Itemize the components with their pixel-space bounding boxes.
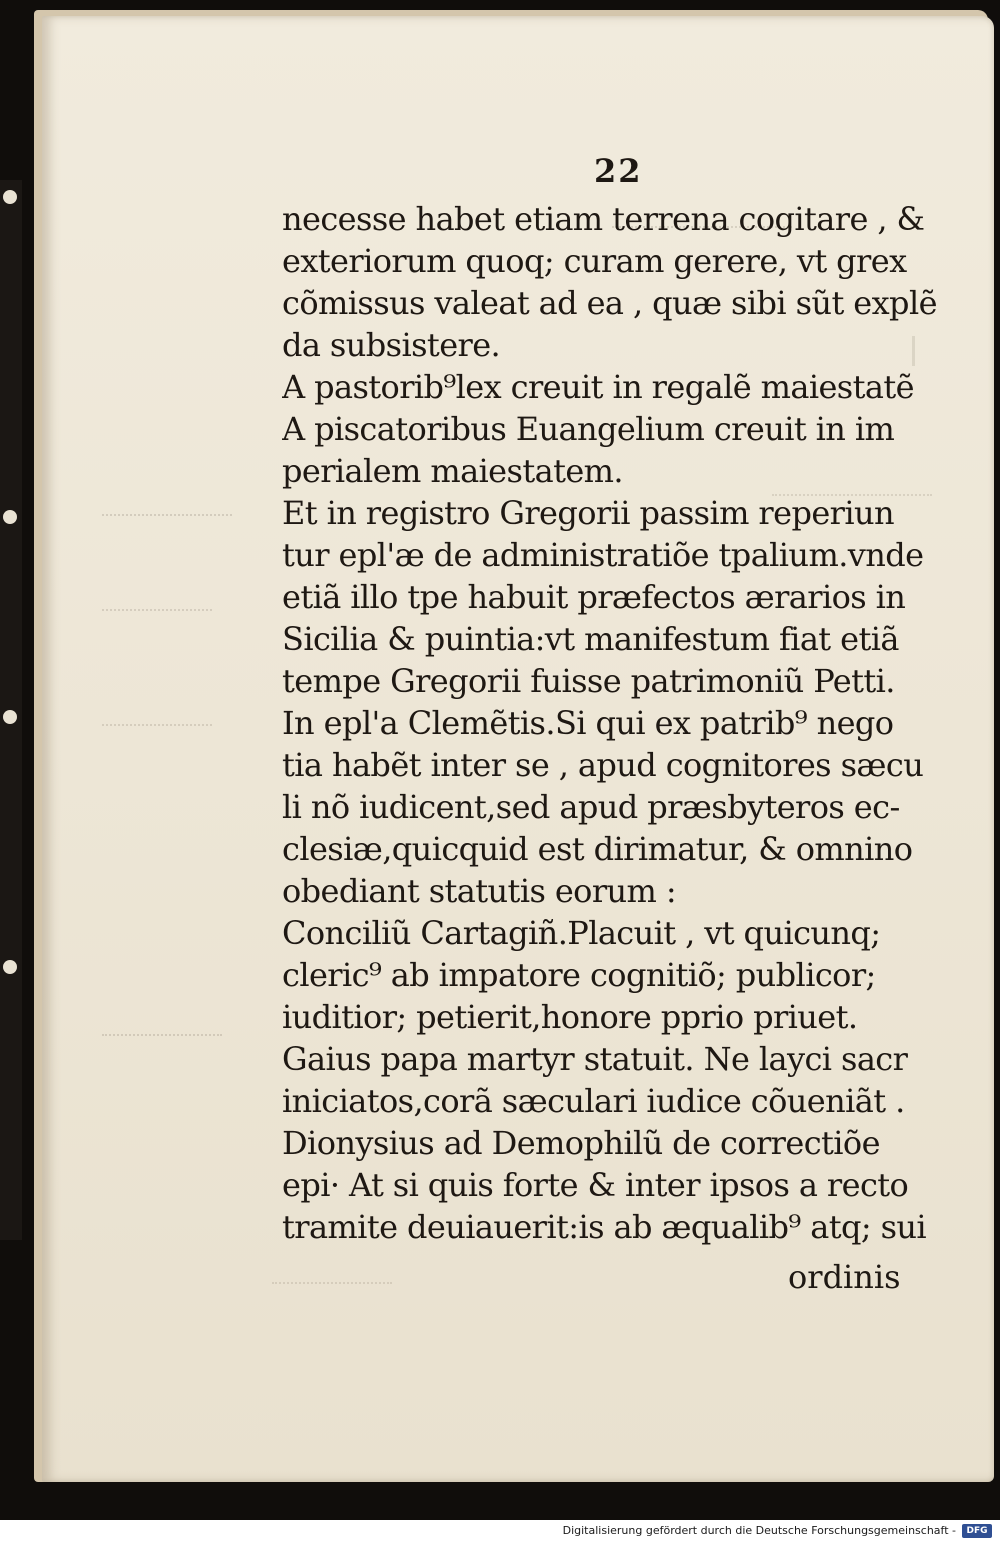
text-line: Conciliũ Cartagiñ.Placuit , vt quicunq; bbox=[282, 914, 881, 952]
text-line: da subsistere. bbox=[282, 326, 501, 364]
text-line: Et in registro Gregorii passim reperiun bbox=[282, 494, 895, 532]
dfg-logo: DFG bbox=[962, 1524, 992, 1538]
show-through bbox=[102, 496, 232, 516]
text-line: obediant statutis eorum : bbox=[282, 872, 677, 910]
catchword: ordinis bbox=[788, 1258, 901, 1296]
text-line: clesiæ,quicquid est dirimatur, & omnino bbox=[282, 830, 913, 868]
text-line: epi· At si quis forte & inter ipsos a recto bbox=[282, 1166, 909, 1204]
text-line: cõmissus valeat ad ea , quæ sibi sũt explẽ bbox=[282, 284, 937, 322]
binding-edge bbox=[0, 180, 22, 1240]
page-number: 22 bbox=[594, 152, 643, 190]
text-line: iniciatos,corã sæculari iudice cõueniãt . bbox=[282, 1082, 905, 1120]
binding-hole bbox=[3, 510, 17, 524]
text-line: Dionysius ad Demophilũ de correctiõe bbox=[282, 1124, 880, 1162]
text-line: iuditior; petierit,honore pprio priuet. bbox=[282, 998, 858, 1036]
show-through bbox=[102, 1016, 222, 1036]
text-line: A pastorib⁹lex creuit in regalẽ maiestatẽ bbox=[282, 368, 914, 406]
show-through bbox=[102, 591, 212, 611]
binding-hole bbox=[3, 710, 17, 724]
text-line: tramite deuiauerit:is ab æqualib⁹ atq; sui bbox=[282, 1208, 927, 1246]
show-through bbox=[272, 1266, 392, 1284]
text-line: exteriorum quoq; curam gerere, vt grex bbox=[282, 242, 907, 280]
text-line: necesse habet etiam terrena cogitare , & bbox=[282, 200, 925, 238]
text-line: A piscatoribus Euangelium creuit in im bbox=[282, 410, 895, 448]
footer-credit: Digitalisierung gefördert durch die Deutsche Forschungsgemeinschaft - bbox=[562, 1524, 956, 1537]
text-line: etiã illo tpe habuit præfectos ærarios in bbox=[282, 578, 906, 616]
binding-hole bbox=[3, 190, 17, 204]
text-line: perialem maiestatem. bbox=[282, 452, 623, 490]
text-line: tia habẽt inter se , apud cognitores sæcu bbox=[282, 746, 924, 784]
text-line: tempe Gregorii fuisse patrimoniũ Petti. bbox=[282, 662, 895, 700]
text-line: cleric⁹ ab impatore cognitiõ; publicor; bbox=[282, 956, 876, 994]
text-line: Gaius papa martyr statuit. Ne layci sacr bbox=[282, 1040, 908, 1078]
text-line: In epl'a Clemẽtis.Si qui ex patrib⁹ nego bbox=[282, 704, 894, 742]
body-text bbox=[282, 198, 950, 1248]
binding-hole bbox=[3, 960, 17, 974]
text-line: tur epl'æ de administratiõe tpalium.vnde bbox=[282, 536, 924, 574]
text-line: Sicilia & puintia:vt manifestum fiat etiã bbox=[282, 620, 899, 658]
text-line: li nõ iudicent,sed apud præsbyteros ec- bbox=[282, 788, 900, 826]
show-through bbox=[102, 706, 212, 726]
digitization-footer bbox=[0, 1520, 1000, 1542]
